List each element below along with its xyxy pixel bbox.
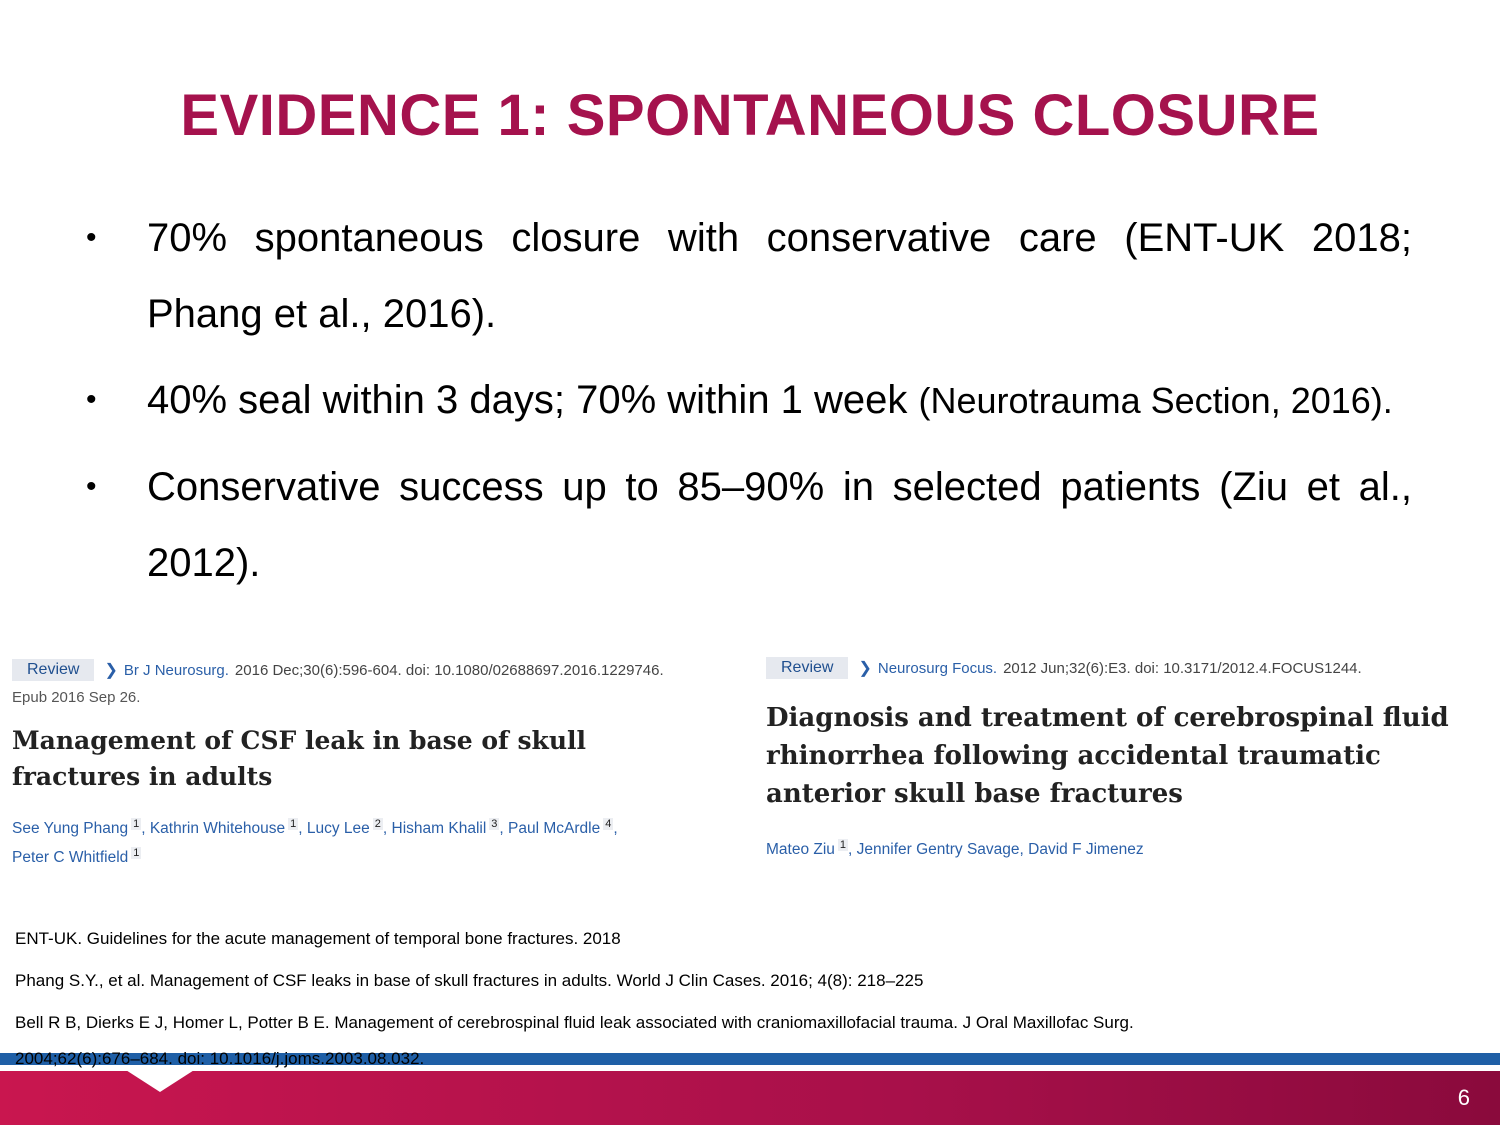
reference-list xyxy=(15,928,1485,1054)
affiliation-marker[interactable]: 1 xyxy=(133,818,140,830)
bullet-item xyxy=(86,200,1412,352)
bullet-item xyxy=(86,449,1412,601)
author-link[interactable]: Hisham Khalil xyxy=(391,820,487,838)
bullet-list xyxy=(86,200,1412,601)
reference-item: 2004;62(6):676–684. doi: 10.1016/j.joms.2003.08.032. xyxy=(15,1049,425,1068)
affiliation-marker[interactable]: 1 xyxy=(290,818,297,830)
bullet-item xyxy=(86,362,1412,439)
reference-item: Phang S.Y., et al. Management of CSF leaks in base of skull fractures in adults. World J Clin Cases. 2016; 4(8): 218–225 xyxy=(15,971,924,990)
slide-title: EVIDENCE 1: SPONTANEOUS CLOSURE xyxy=(180,83,1320,148)
article-card-ziu xyxy=(766,657,1496,862)
chevron-right-icon: ❯ xyxy=(858,660,872,677)
bullet-symbol: • xyxy=(86,221,97,254)
citation: 2016 Dec;30(6):596-604. doi: 10.1080/02688697.2016.1229746. xyxy=(234,661,664,679)
author-link[interactable]: Lucy Lee xyxy=(306,820,370,838)
article-meta xyxy=(766,657,1496,679)
review-badge: Review xyxy=(766,657,848,679)
affiliation-marker[interactable]: 1 xyxy=(839,839,847,851)
bullet-symbol: • xyxy=(86,470,97,503)
reference-item: Bell R B, Dierks E J, Homer L, Potter B E. Management of cerebrospinal fluid leak associated with craniomaxillofacial trauma. J Oral Maxillofac Surg. xyxy=(15,1013,1134,1032)
bullet-text: Conservative success up to 85–90% in selected patients (Ziu et al., 2012). xyxy=(147,465,1412,585)
reference-item: ENT-UK. Guidelines for the acute management of temporal bone fractures. 2018 xyxy=(15,929,621,948)
bullet-text: 70% spontaneous closure with conservative care (ENT-UK 2018; Phang et al., 2016). xyxy=(147,216,1412,336)
affiliation-marker[interactable]: 2 xyxy=(374,818,381,830)
journal-link[interactable]: Neurosurg Focus. xyxy=(877,659,998,677)
author-link[interactable]: Peter C Whitfield xyxy=(12,849,129,867)
author-link[interactable]: See Yung Phang xyxy=(12,820,129,838)
author-link[interactable]: Mateo Ziu xyxy=(766,841,835,859)
article-meta xyxy=(12,659,732,681)
affiliation-marker[interactable]: 3 xyxy=(491,818,498,830)
review-badge: Review xyxy=(12,659,94,681)
bullet-symbol: • xyxy=(86,383,97,416)
author-list: Mateo Ziu $^1$ , Jennifer Gentry Savage, David F Jimenez xyxy=(766,839,1144,859)
article-title[interactable]: Management of CSF leak in base of skull fractures in adults xyxy=(12,726,587,791)
author-link[interactable]: Kathrin Whitehouse xyxy=(149,820,286,838)
page-number: 6 xyxy=(1457,1085,1470,1110)
author-link[interactable]: Paul McArdle xyxy=(508,820,601,838)
bullet-text: 40% seal within 3 days; 70% within 1 week xyxy=(147,378,919,422)
article-card-phang xyxy=(12,659,732,870)
affiliation-marker[interactable]: 4 xyxy=(605,818,612,830)
article-title[interactable]: Diagnosis and treatment of cerebrospinal fluid rhinorrhea following accidental traumatic anterior skull base fractures xyxy=(766,703,1449,809)
bullet-citation: (Neurotrauma Section, 2016). xyxy=(918,380,1393,421)
citation: 2012 Jun;32(6):E3. doi: 10.3171/2012.4.FOCUS1244. xyxy=(1003,659,1362,677)
chevron-right-icon: ❯ xyxy=(104,662,118,679)
affiliation-marker[interactable]: 1 xyxy=(133,847,140,860)
author-link[interactable]: David F Jimenez xyxy=(1028,841,1144,859)
author-link[interactable]: Jennifer Gentry Savage xyxy=(856,841,1020,859)
epub-date: Epub 2016 Sep 26. xyxy=(12,689,141,706)
author-list: See Yung Phang $^1$ , Kathrin Whitehouse $^1$ , Lucy Lee $^2$ , Hisham Khalil $^3$ , Paul McArdle $^4$ , Peter C Whitfield $^1$ xyxy=(12,818,618,867)
journal-link[interactable]: Br J Neurosurg. xyxy=(123,661,229,679)
